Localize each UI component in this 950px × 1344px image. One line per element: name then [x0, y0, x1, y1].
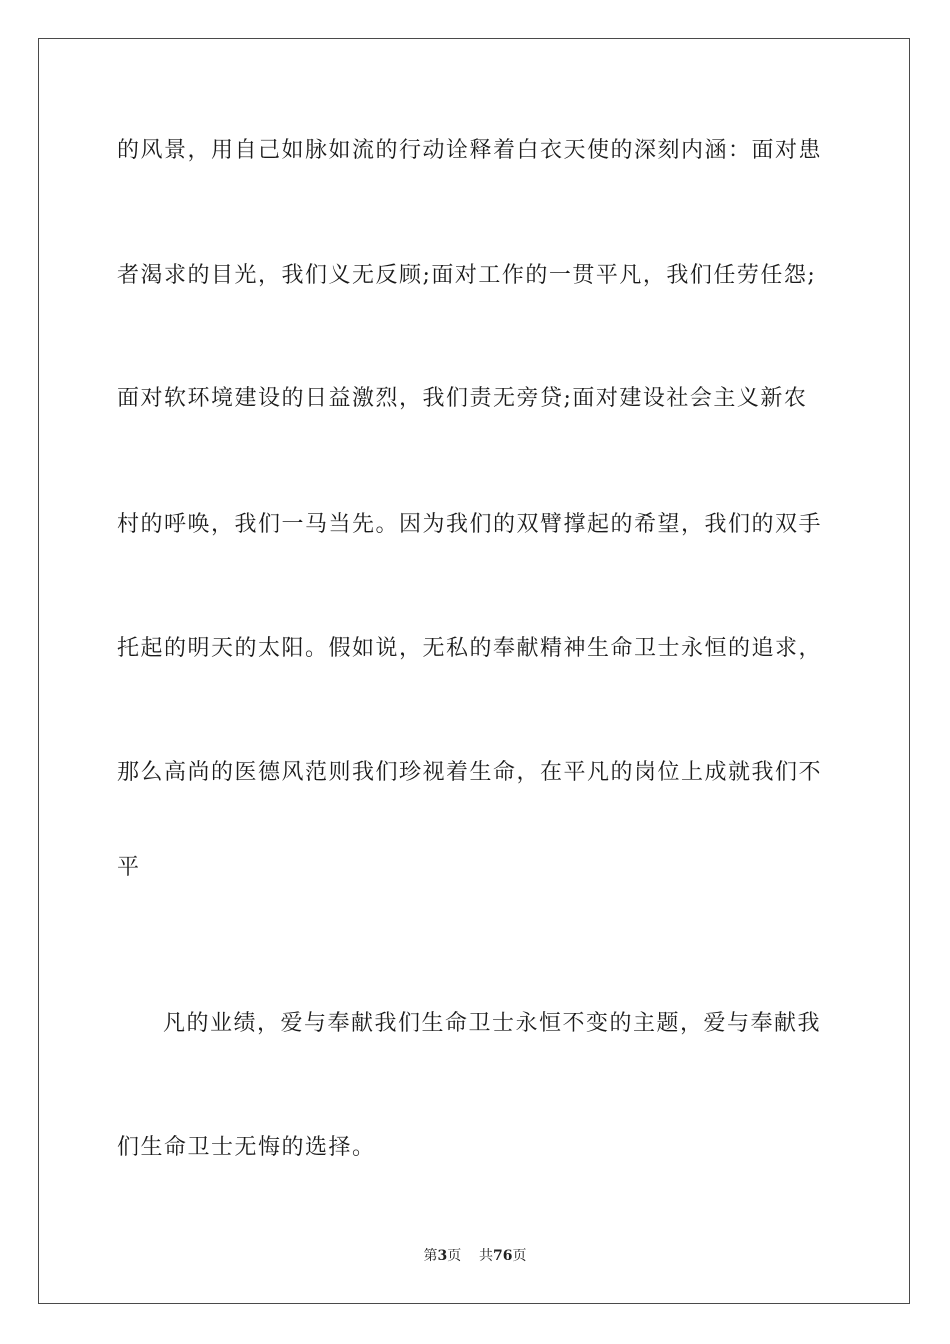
body-text-line-5: 托起的明天的太阳。假如说，无私的奉献精神生命卫士永恒的追求， [117, 636, 823, 661]
page-border [38, 38, 910, 1304]
footer-total-prefix: 共 [479, 1248, 494, 1264]
body-text-line-2: 者渴求的目光，我们义无反顾;面对工作的一贯平凡，我们任劳任怨; [117, 263, 817, 288]
footer-total-pages: 76 [493, 1248, 513, 1264]
body-text-line-8: 凡的业绩，爱与奉献我们生命卫士永恒不变的主题，爱与奉献我 [163, 1011, 822, 1036]
body-text-line-4: 村的呼唤，我们一马当先。因为我们的双臂撑起的希望，我们的双手 [117, 512, 823, 537]
footer-total-suffix: 页 [512, 1248, 527, 1264]
footer-page-number: 3 [437, 1248, 448, 1264]
body-text-line-9: 们生命卫士无悔的选择。 [117, 1135, 376, 1160]
footer-page-suffix: 页 [447, 1248, 462, 1264]
page-footer [0, 1247, 950, 1265]
footer-prefix: 第 [423, 1248, 438, 1264]
body-text-line-6: 那么高尚的医德风范则我们珍视着生命，在平凡的岗位上成就我们不 [117, 760, 823, 785]
body-text-line-7: 平 [117, 855, 141, 880]
body-text-line-1: 的风景，用自己如脉如流的行动诠释着白衣天使的深刻内涵：面对患 [117, 138, 823, 163]
body-text-line-3: 面对软环境建设的日益激烈，我们责无旁贷;面对建设社会主义新农 [117, 386, 808, 411]
